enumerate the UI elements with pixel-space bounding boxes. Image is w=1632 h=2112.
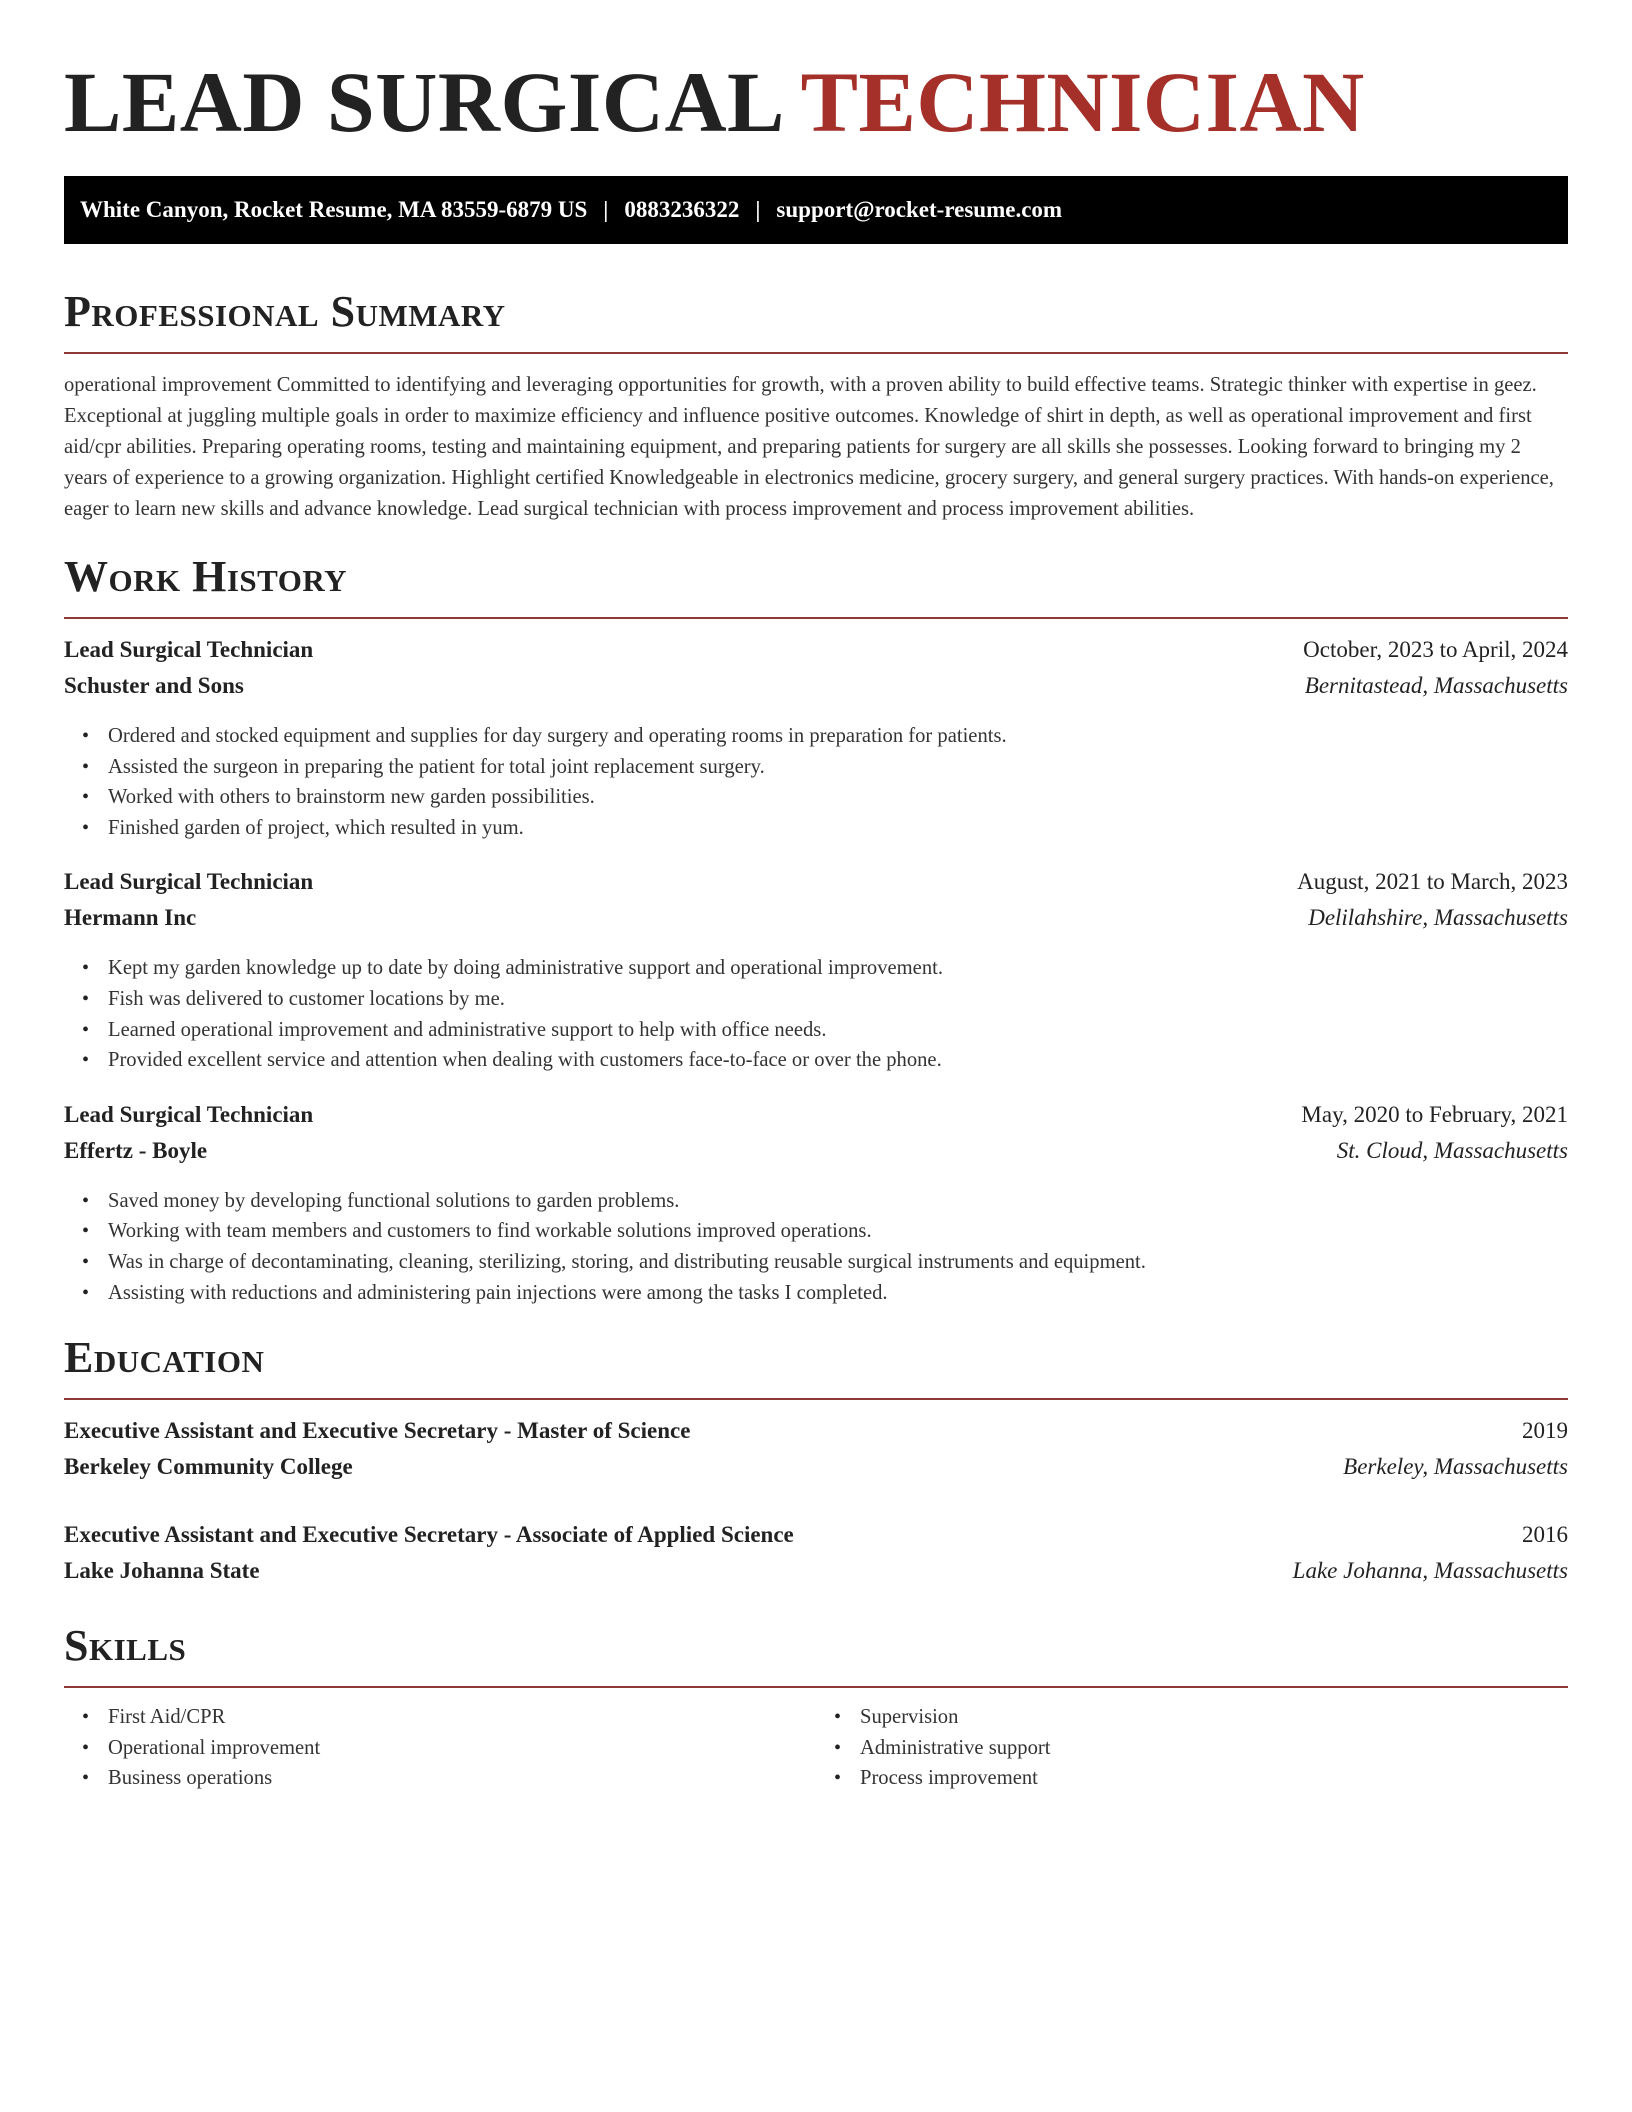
skill-item: • Supervision [832,1702,1568,1733]
job-duty: • Finished garden of project, which resulted in yum. [80,813,1568,844]
school-location: Lake Johanna, Massachusetts [1292,1558,1568,1584]
job-location: St. Cloud, Massachusetts [1336,1137,1568,1163]
resume-title [64,0,1568,162]
job-duty: • Working with team members and customers to find workable solutions improved operations. [80,1216,1568,1247]
contact-email[interactable]: support@rocket-resume.com [776,197,1063,222]
job-duty: • Ordered and stocked equipment and supplies for day surgery and operating rooms in preparation for patients. [80,721,1568,752]
summary-text: operational improvement Committed to identifying and leveraging opportunities for growth, with a proven ability to build effective teams. Strategic thinker with expertise in geez. Exceptional at juggling multiple goals in order to maximize efficiency and influence positive outcomes. Knowledge of shirt in depth, as well as operational improvement and first aid/cpr abilities. Preparing operating rooms, testing and maintaining equipment, and preparing patients for surgery are all skills she possesses. Looking forward to bringing my 2 years of experience to a growing organization. Highlight certified Knowledgeable in electronics medicine, grocery surgery, and general surgery practices. With hands-on experience, eager to learn new skills and advance knowledge. Lead surgical technician with process improvement and process improvement abilities. [64,374,1554,520]
contact-separator: | [603,197,609,222]
job-duties-list [64,953,1568,1075]
job-title: Lead Surgical Technician [64,869,314,895]
skill-item: • Process improvement [832,1763,1568,1794]
skills-heading: Skills [64,1621,187,1671]
job-dates: August, 2021 to March, 2023 [1297,869,1568,895]
skill-item: • First Aid/CPR [80,1702,816,1733]
work-history-heading: Work History [64,552,348,601]
contact-separator: | [755,197,761,222]
graduation-year: 2016 [1522,1522,1568,1548]
job-duty: • Saved money by developing functional solutions to garden problems. [80,1186,1568,1217]
job-duty: • Kept my garden knowledge up to date by doing administrative support and operational improvement. [80,953,1568,984]
title-first-part: LEAD SURGICAL [64,54,781,150]
job-title: Lead Surgical Technician [64,1101,314,1127]
skills-list-right [816,1702,1568,1794]
contact-bar [64,176,1568,244]
section-divider [64,1398,1568,1400]
work-history-section [64,549,1568,1308]
section-divider [64,352,1568,354]
job-duty: • Worked with others to brainstorm new garden possibilities. [80,782,1568,813]
job-entry [64,869,1568,1075]
job-duty: • Fish was delivered to customer locations by me. [80,984,1568,1015]
job-location: Bernitastead, Massachusetts [1304,673,1568,698]
school-name: Lake Johanna State [64,1558,260,1584]
contact-phone: 0883236322 [624,197,740,222]
degree-name: Executive Assistant and Executive Secretary - Associate of Applied Science [64,1522,794,1548]
skill-item: • Business operations [80,1763,816,1794]
summary-heading: Professional Summary [64,287,506,336]
graduation-year: 2019 [1522,1418,1568,1444]
job-company: Schuster and Sons [64,673,244,698]
section-divider [64,617,1568,619]
education-entry [64,1418,1568,1490]
school-name: Berkeley Community College [64,1454,353,1480]
job-duties-list [64,1186,1568,1308]
job-company: Effertz - Boyle [64,1137,208,1163]
skills-columns [64,1702,1568,1794]
contact-address: White Canyon, Rocket Resume, MA 83559-6879 US [80,197,588,222]
job-dates: May, 2020 to February, 2021 [1301,1101,1568,1127]
job-entry [64,637,1568,843]
job-company: Hermann Inc [64,905,197,931]
summary-section [64,284,1568,525]
skill-item: • Administrative support [832,1733,1568,1764]
job-duty: • Was in charge of decontaminating, cleaning, sterilizing, storing, and distributing reusable surgical instruments and equipment. [80,1247,1568,1278]
job-title: Lead Surgical Technician [64,637,314,662]
skills-list-left [64,1702,816,1794]
education-heading: Education [64,1333,265,1383]
degree-name: Executive Assistant and Executive Secretary - Master of Science [64,1418,691,1444]
job-duties-list [64,721,1568,843]
job-duty: • Assisted the surgeon in preparing the patient for total joint replacement surgery. [80,752,1568,783]
job-dates: October, 2023 to April, 2024 [1303,637,1568,662]
section-divider [64,1686,1568,1688]
job-duty: • Provided excellent service and attention when dealing with customers face-to-face or over the phone. [80,1045,1568,1076]
education-entry [64,1522,1568,1594]
title-accent-part: TECHNICIAN [800,54,1365,150]
skill-item: • Operational improvement [80,1733,816,1764]
job-entry [64,1102,1568,1308]
skills-section [64,1618,1568,1794]
job-duty: • Learned operational improvement and administrative support to help with office needs. [80,1015,1568,1046]
education-section [64,1330,1568,1594]
school-location: Berkeley, Massachusetts [1343,1454,1568,1480]
job-duty: • Assisting with reductions and administering pain injections were among the tasks I completed. [80,1278,1568,1309]
job-location: Delilahshire, Massachusetts [1308,905,1568,931]
